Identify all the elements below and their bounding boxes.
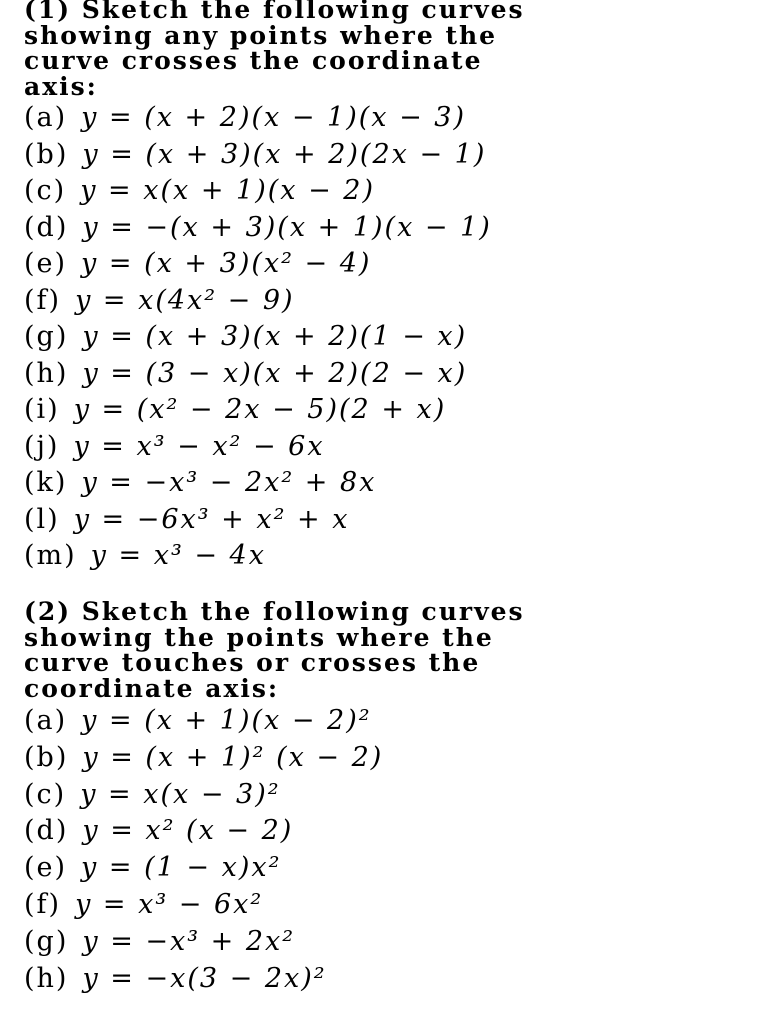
question-item <box>24 504 754 541</box>
item-equation: y = x² (x − 2) <box>82 815 294 847</box>
heading-line: showing any points where the <box>24 20 498 50</box>
heading-line: curve crosses the coordinate <box>24 46 483 75</box>
question-item <box>24 815 525 852</box>
question-item <box>24 394 754 431</box>
item-label: (j) <box>24 430 60 462</box>
item-label: (c) <box>24 175 67 206</box>
item-equation: y = (3 − x)(x + 2)(2 − x) <box>82 357 468 389</box>
item-equation: y = −x³ − 2x² + 8x <box>81 467 377 498</box>
item-label: (i) <box>24 394 60 425</box>
question-item <box>24 285 754 322</box>
item-label: (a) <box>24 705 68 736</box>
worksheet-page <box>24 0 754 994</box>
heading-line: (1) Sketch the following curves <box>24 0 525 24</box>
item-equation: y = x³ − 6x² <box>75 888 264 920</box>
item-equation: y = x(x − 3)² <box>80 778 281 810</box>
item-label: (g) <box>24 925 69 957</box>
item-equation: y = (x² − 2x − 5)(2 + x) <box>73 394 447 425</box>
item-label: (f) <box>24 284 62 316</box>
item-label: (h) <box>24 357 69 389</box>
question-item <box>24 742 525 779</box>
item-label: (e) <box>24 248 68 279</box>
heading-line: (2) Sketch the following curves <box>24 597 525 626</box>
item-equation: y = x(x + 1)(x − 2) <box>80 175 375 206</box>
item-equation: y = (x + 3)(x + 2)(1 − x) <box>82 321 468 352</box>
item-label: (d) <box>24 815 69 847</box>
item-equation: y = (x + 1)² (x − 2) <box>82 741 384 773</box>
question-2-heading <box>24 599 525 701</box>
question-2-items <box>24 705 525 999</box>
item-equation: y = x³ − x² − 6x <box>73 430 325 462</box>
question-item <box>24 926 525 963</box>
heading-line: coordinate axis: <box>24 673 280 703</box>
question-item <box>24 540 754 577</box>
heading-line: showing the points where the <box>24 622 494 652</box>
question-item <box>24 467 754 504</box>
item-label: (b) <box>24 138 69 170</box>
question-item <box>24 175 754 212</box>
question-item <box>24 852 525 889</box>
question-1-items <box>24 102 754 577</box>
question-item <box>24 705 525 742</box>
item-label: (k) <box>24 467 68 498</box>
item-equation: y = x(4x² − 9) <box>75 284 295 316</box>
question-item <box>24 212 754 249</box>
item-equation: y = −6x³ + x² + x <box>73 503 350 535</box>
item-equation: y = −x³ + 2x² <box>82 925 296 957</box>
item-label: (d) <box>24 211 69 243</box>
item-label: (g) <box>24 321 69 352</box>
item-equation: y = −x(3 − 2x)² <box>82 962 327 994</box>
item-equation: y = (x + 2)(x − 1)(x − 3) <box>81 102 466 133</box>
question-1-heading <box>24 0 754 99</box>
item-equation: y = x³ − 4x <box>90 540 266 571</box>
item-label: (e) <box>24 852 68 884</box>
item-label: (c) <box>24 778 67 810</box>
item-label: (b) <box>24 741 69 773</box>
item-equation: y = (x + 1)(x − 2)² <box>81 705 372 736</box>
question-1 <box>24 0 754 577</box>
item-label: (m) <box>24 540 77 571</box>
item-label: (f) <box>24 888 62 920</box>
question-item <box>24 358 754 395</box>
item-label: (h) <box>24 962 69 994</box>
item-label: (a) <box>24 102 68 133</box>
question-item <box>24 963 525 1000</box>
heading-line: curve touches or crosses the <box>24 648 481 677</box>
item-label: (l) <box>24 503 60 535</box>
question-item <box>24 431 754 468</box>
item-equation: y = (x + 3)(x + 2)(2x − 1) <box>82 138 487 170</box>
question-2 <box>24 599 525 999</box>
heading-line: axis: <box>24 71 98 101</box>
question-item <box>24 248 754 285</box>
question-item <box>24 321 754 358</box>
item-equation: y = (x + 3)(x² − 4) <box>81 248 372 279</box>
item-equation: y = −(x + 3)(x + 1)(x − 1) <box>82 211 492 243</box>
question-item <box>24 102 754 139</box>
item-equation: y = (1 − x)x² <box>81 852 282 884</box>
question-item <box>24 779 525 816</box>
question-item <box>24 139 754 176</box>
question-item <box>24 889 525 926</box>
